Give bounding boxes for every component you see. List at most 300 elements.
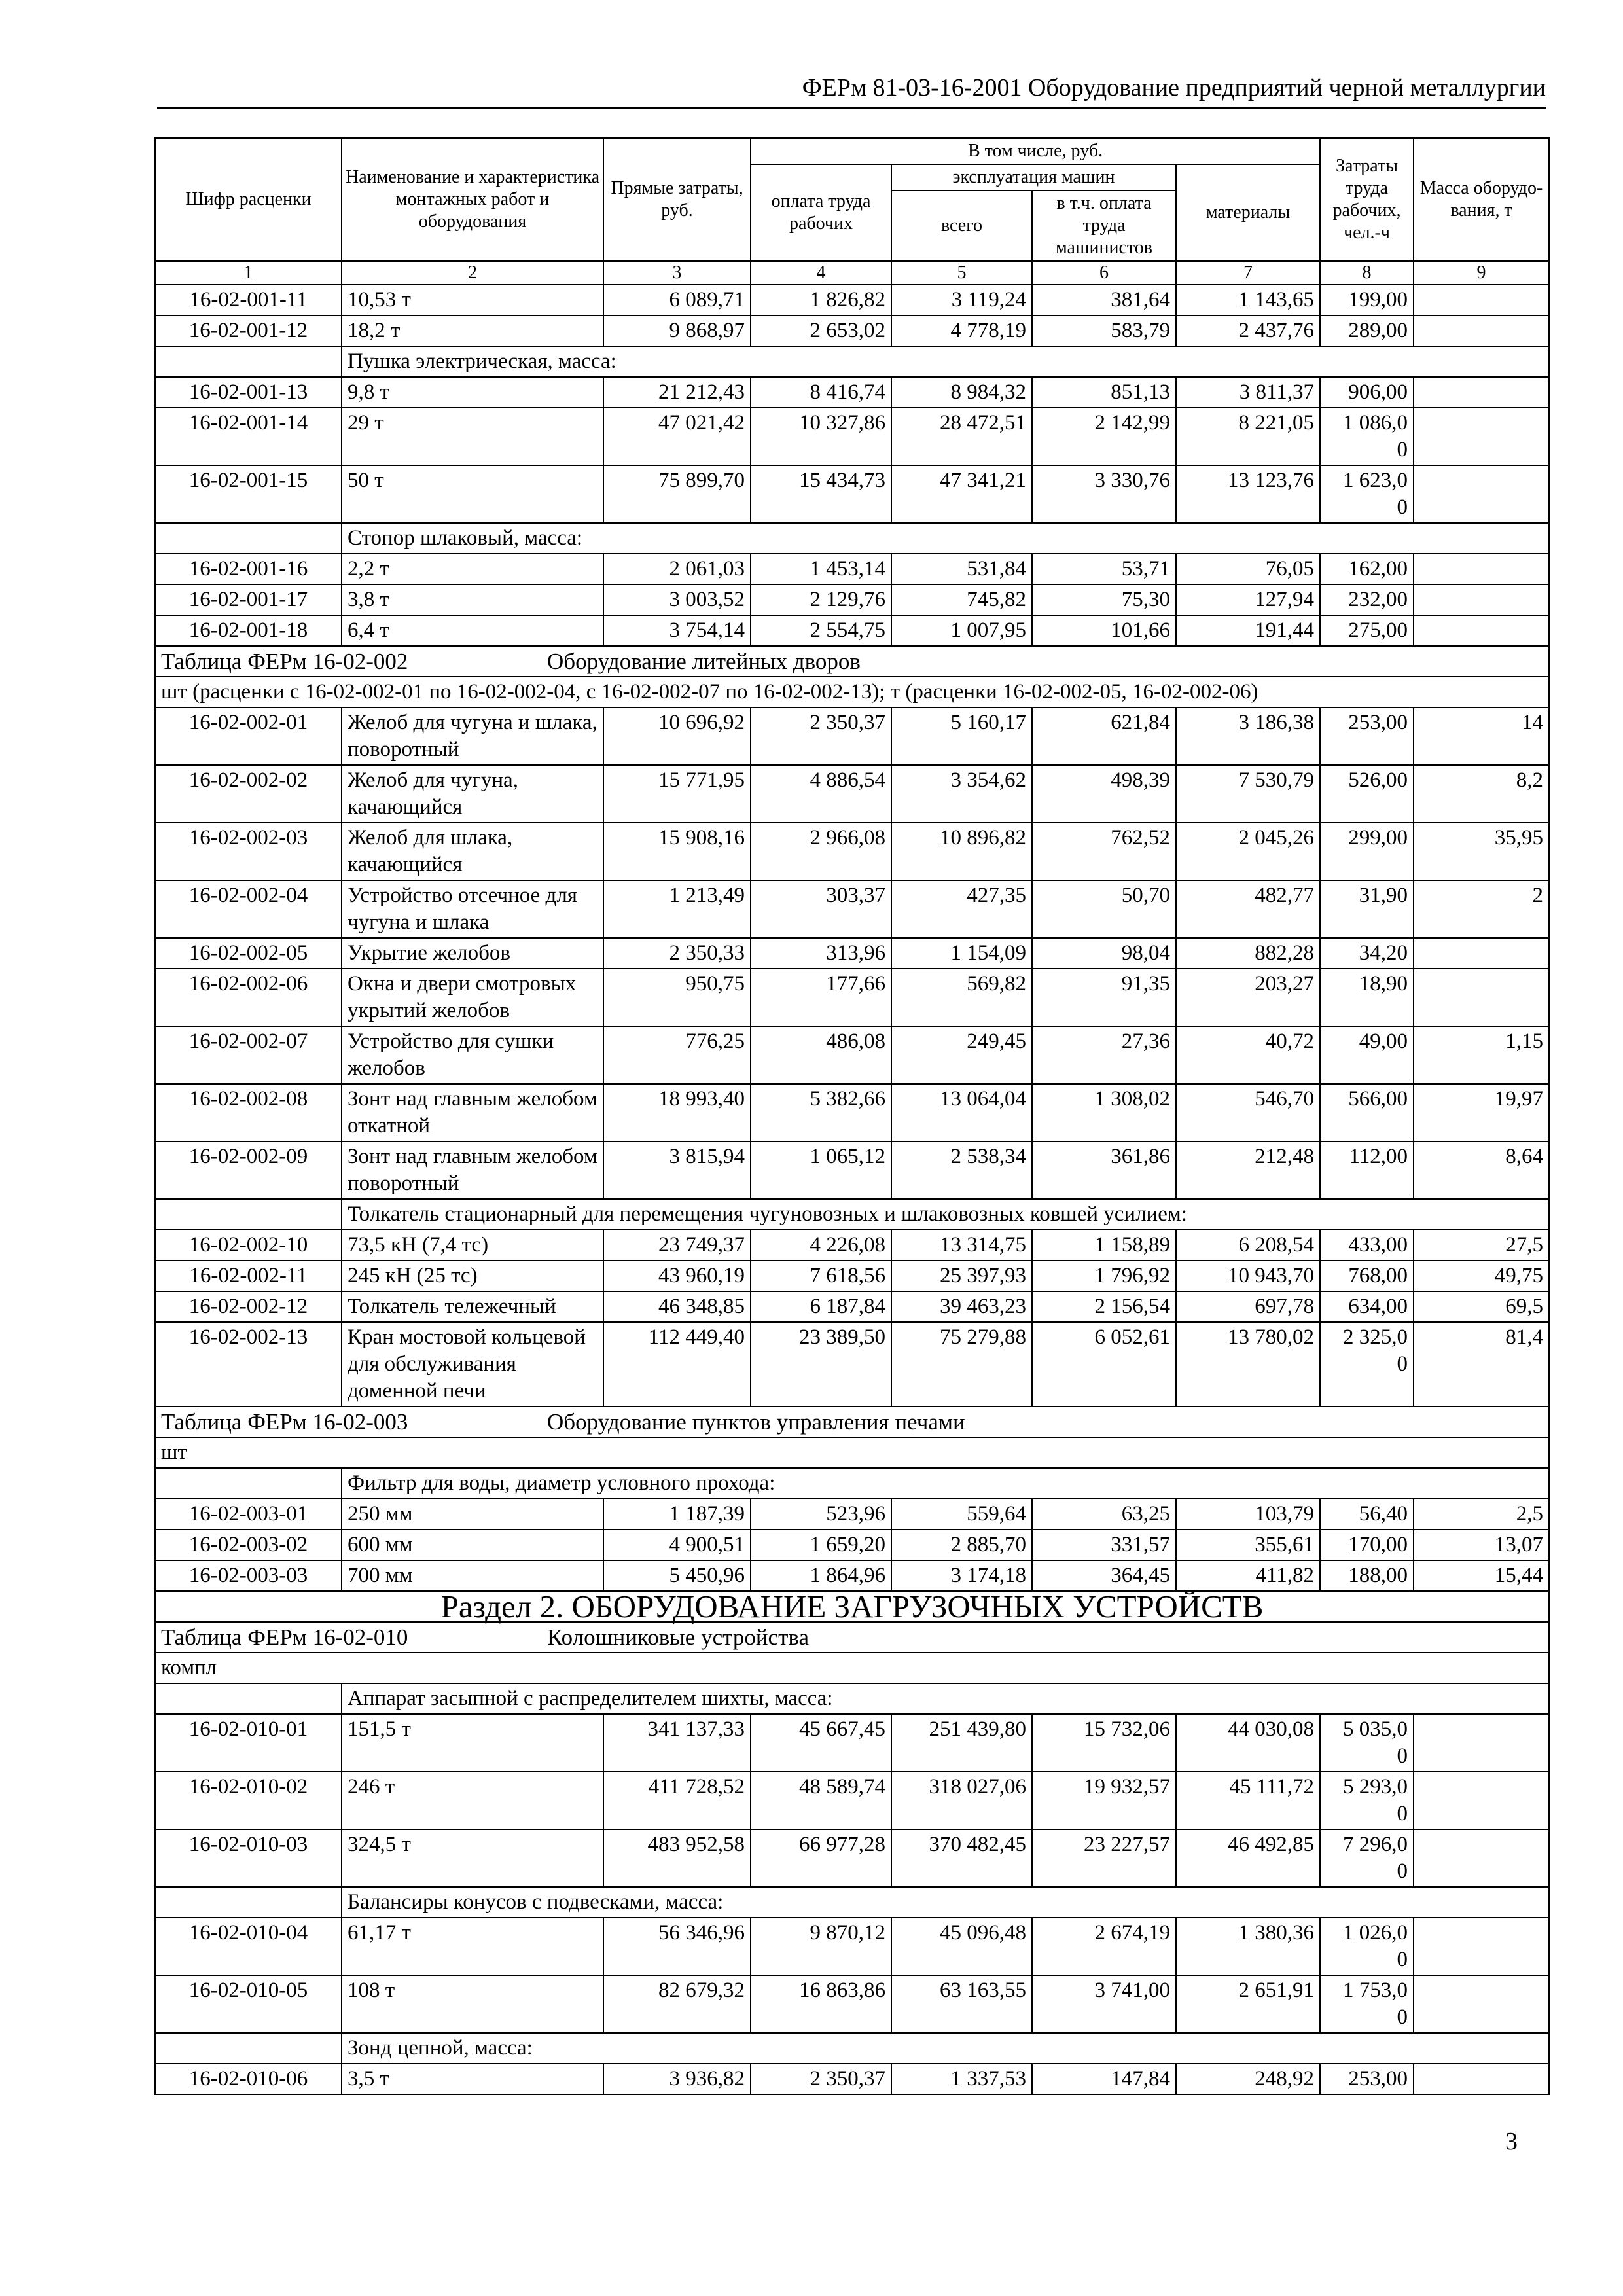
col-machines: эксплуатация машин	[891, 164, 1176, 190]
col-num: 3	[603, 261, 751, 285]
materials-cost: 355,61	[1176, 1530, 1320, 1560]
table-row	[155, 377, 1549, 408]
measure-cell	[155, 1653, 1549, 1683]
measure-row	[155, 1653, 1549, 1683]
machinist-wage: 498,39	[1032, 765, 1176, 823]
equipment-mass	[1414, 1714, 1549, 1772]
labor-hours	[1320, 1084, 1414, 1141]
table-title: Колошниковые устройства	[547, 1624, 809, 1650]
rate-code: 16-02-010-06	[155, 2064, 342, 2094]
machines-total: 569,82	[891, 969, 1032, 1026]
materials-cost: 103,79	[1176, 1499, 1320, 1530]
rate-code: 16-02-002-08	[155, 1084, 342, 1141]
table-row	[155, 1918, 1549, 1975]
group-code-cell	[155, 1683, 342, 1714]
machines-total: 559,64	[891, 1499, 1032, 1530]
table-heading-row	[155, 1622, 1549, 1653]
worker-wage: 66 977,28	[751, 1829, 891, 1887]
worker-wage: 1 826,82	[751, 285, 891, 315]
measure-label	[0, 679, 161, 706]
labor-hours-part: 49,00	[1359, 1030, 1408, 1053]
machines-total: 25 397,93	[891, 1261, 1032, 1291]
direct-costs: 112 449,40	[603, 1322, 751, 1407]
labor-hours-part: 232,00	[1348, 588, 1408, 611]
worker-wage: 7 618,56	[751, 1261, 891, 1291]
direct-costs: 1 187,39	[603, 1499, 751, 1530]
rate-code: 16-02-002-06	[155, 969, 342, 1026]
direct-costs: 483 952,58	[603, 1829, 751, 1887]
group-row	[155, 1468, 1549, 1499]
table-row	[155, 615, 1549, 646]
equipment-mass	[1414, 1918, 1549, 1975]
labor-hours	[1320, 1499, 1414, 1530]
materials-cost: 13 123,76	[1176, 465, 1320, 523]
equipment-mass	[1414, 1772, 1549, 1829]
table-heading-row	[155, 646, 1549, 677]
materials-cost: 76,05	[1176, 554, 1320, 584]
machines-total: 249,45	[891, 1026, 1032, 1084]
labor-hours	[1320, 1714, 1414, 1772]
col-num: 2	[342, 261, 603, 285]
work-name: Зонт над главным желобом поворотный	[342, 1141, 603, 1199]
table-row	[155, 823, 1549, 880]
materials-cost: 6 208,54	[1176, 1230, 1320, 1261]
equipment-mass: 27,5	[1414, 1230, 1549, 1261]
worker-wage: 4 886,54	[751, 765, 891, 823]
equipment-mass	[1414, 315, 1549, 346]
worker-wage: 6 187,84	[751, 1291, 891, 1322]
labor-hours-part: 0	[1397, 1859, 1408, 1883]
materials-cost: 1 143,65	[1176, 285, 1320, 315]
col-wage: оплата труда рабочих	[751, 164, 891, 261]
machinist-wage: 621,84	[1032, 708, 1176, 765]
work-name: Желоб для чугуна, качающийся	[342, 765, 603, 823]
column-numbers-row	[155, 261, 1549, 285]
labor-hours	[1320, 823, 1414, 880]
rate-code: 16-02-010-01	[155, 1714, 342, 1772]
machinist-wage: 75,30	[1032, 584, 1176, 615]
materials-cost: 3 811,37	[1176, 377, 1320, 408]
table-row	[155, 2064, 1549, 2094]
rate-code: 16-02-001-14	[155, 408, 342, 465]
measure-text: шт	[161, 1441, 187, 1464]
materials-cost: 7 530,79	[1176, 765, 1320, 823]
machines-total: 1 007,95	[891, 615, 1032, 646]
table-row	[155, 1975, 1549, 2033]
labor-hours-part: 526,00	[1348, 768, 1408, 792]
materials-cost: 411,82	[1176, 1560, 1320, 1591]
labor-hours-part: 566,00	[1348, 1087, 1408, 1111]
direct-costs: 341 137,33	[603, 1714, 751, 1772]
direct-costs: 46 348,85	[603, 1291, 751, 1322]
machinist-wage: 381,64	[1032, 285, 1176, 315]
labor-hours-part: 1 026,0	[1343, 1921, 1408, 1945]
worker-wage: 2 350,37	[751, 2064, 891, 2094]
machinist-wage: 331,57	[1032, 1530, 1176, 1560]
direct-costs: 23 749,37	[603, 1230, 751, 1261]
table-number: Таблица ФЕРм 16-02-010	[161, 1624, 408, 1650]
work-name: 61,17 т	[342, 1918, 603, 1975]
machinist-wage: 1 308,02	[1032, 1084, 1176, 1141]
group-code-cell	[155, 523, 342, 554]
worker-wage: 1 864,96	[751, 1560, 891, 1591]
machines-total: 8 984,32	[891, 377, 1032, 408]
worker-wage: 9 870,12	[751, 1918, 891, 1975]
col-direct: Прямые затраты, руб.	[603, 138, 751, 261]
rate-code: 16-02-002-01	[155, 708, 342, 765]
labor-hours-part: 0	[1397, 1948, 1408, 1971]
work-name: Желоб для шлака, качающийся	[342, 823, 603, 880]
group-title: Стопор шлаковый, масса:	[342, 523, 1549, 554]
direct-costs: 56 346,96	[603, 1918, 751, 1975]
materials-cost: 546,70	[1176, 1084, 1320, 1141]
materials-cost: 2 651,91	[1176, 1975, 1320, 2033]
labor-hours	[1320, 584, 1414, 615]
equipment-mass	[1414, 554, 1549, 584]
labor-hours-part: 1 623,0	[1343, 469, 1408, 492]
machines-total: 39 463,23	[891, 1291, 1032, 1322]
col-total: всего	[891, 190, 1032, 261]
equipment-mass	[1414, 584, 1549, 615]
rate-code: 16-02-002-13	[155, 1322, 342, 1407]
work-name: 151,5 т	[342, 1714, 603, 1772]
rate-code: 16-02-003-02	[155, 1530, 342, 1560]
table-row	[155, 408, 1549, 465]
group-title: Зонд цепной, масса:	[342, 2033, 1549, 2064]
rate-code: 16-02-010-03	[155, 1829, 342, 1887]
measure-label	[0, 1655, 161, 1681]
worker-wage: 10 327,86	[751, 408, 891, 465]
work-name: Устройство для сушки желобов	[342, 1026, 603, 1084]
work-name: Укрытие желобов	[342, 938, 603, 969]
machines-total: 5 160,17	[891, 708, 1032, 765]
labor-hours	[1320, 2064, 1414, 2094]
table-row	[155, 1291, 1549, 1322]
labor-hours	[1320, 1772, 1414, 1829]
labor-hours-part: 199,00	[1348, 288, 1408, 312]
group-row	[155, 346, 1549, 377]
equipment-mass: 8,64	[1414, 1141, 1549, 1199]
group-title: Фильтр для воды, диаметр условного прохода:	[342, 1468, 1549, 1499]
rate-code: 16-02-002-05	[155, 938, 342, 969]
rate-code: 16-02-001-12	[155, 315, 342, 346]
work-name: 324,5 т	[342, 1829, 603, 1887]
work-name: 18,2 т	[342, 315, 603, 346]
labor-hours-part: 299,00	[1348, 826, 1408, 850]
equipment-mass	[1414, 969, 1549, 1026]
labor-hours	[1320, 315, 1414, 346]
worker-wage: 2 554,75	[751, 615, 891, 646]
machines-total: 370 482,45	[891, 1829, 1032, 1887]
labor-hours-part: 112,00	[1349, 1145, 1408, 1168]
labor-hours-part: 0	[1397, 2005, 1408, 2029]
machinist-wage: 361,86	[1032, 1141, 1176, 1199]
work-name: 600 мм	[342, 1530, 603, 1560]
machines-total: 745,82	[891, 584, 1032, 615]
rate-code: 16-02-001-11	[155, 285, 342, 315]
rate-code: 16-02-001-15	[155, 465, 342, 523]
equipment-mass	[1414, 1829, 1549, 1887]
table-row	[155, 1322, 1549, 1407]
direct-costs: 6 089,71	[603, 285, 751, 315]
machines-total: 10 896,82	[891, 823, 1032, 880]
group-code-cell	[155, 1887, 342, 1918]
machinist-wage: 53,71	[1032, 554, 1176, 584]
materials-cost: 2 045,26	[1176, 823, 1320, 880]
group-code-cell	[155, 1199, 342, 1230]
labor-hours	[1320, 938, 1414, 969]
table-row	[155, 1084, 1549, 1141]
table-row	[155, 765, 1549, 823]
machines-total: 13 064,04	[891, 1084, 1032, 1141]
group-code-cell	[155, 346, 342, 377]
labor-hours-part: 56,40	[1359, 1502, 1408, 1526]
group-row	[155, 1887, 1549, 1918]
labor-hours-part: 170,00	[1348, 1533, 1408, 1556]
labor-hours	[1320, 1322, 1414, 1407]
table-row	[155, 938, 1549, 969]
group-title: Толкатель стационарный для перемещения чугуновозных и шлаковозных ковшей усилием:	[342, 1199, 1549, 1230]
materials-cost: 882,28	[1176, 938, 1320, 969]
work-name: Зонт над главным желобом откатной	[342, 1084, 603, 1141]
col-num: 9	[1414, 261, 1549, 285]
rate-code: 16-02-001-16	[155, 554, 342, 584]
equipment-mass: 2	[1414, 880, 1549, 938]
labor-hours	[1320, 377, 1414, 408]
work-name: 108 т	[342, 1975, 603, 2033]
direct-costs: 9 868,97	[603, 315, 751, 346]
machinist-wage: 1 158,89	[1032, 1230, 1176, 1261]
labor-hours-part: 634,00	[1348, 1295, 1408, 1318]
labor-hours-part: 1 086,0	[1343, 411, 1408, 435]
machinist-wage: 583,79	[1032, 315, 1176, 346]
table-row	[155, 1772, 1549, 1829]
labor-hours	[1320, 1026, 1414, 1084]
table-row	[155, 1141, 1549, 1199]
work-name: 700 мм	[342, 1560, 603, 1591]
col-labor: Затраты труда рабочих, чел.-ч	[1320, 138, 1414, 261]
work-name: 50 т	[342, 465, 603, 523]
col-num: 6	[1032, 261, 1176, 285]
labor-hours-part: 7 296,0	[1343, 1833, 1408, 1856]
labor-hours-part: 18,90	[1359, 972, 1408, 996]
equipment-mass	[1414, 615, 1549, 646]
table-heading	[155, 1622, 1549, 1653]
materials-cost: 1 380,36	[1176, 1918, 1320, 1975]
work-name: 3,5 т	[342, 2064, 603, 2094]
worker-wage: 2 966,08	[751, 823, 891, 880]
table-number: Таблица ФЕРм 16-02-003	[161, 1409, 408, 1435]
work-name: Устройство отсечное для чугуна и шлака	[342, 880, 603, 938]
table-row	[155, 880, 1549, 938]
worker-wage: 1 453,14	[751, 554, 891, 584]
labor-hours	[1320, 1230, 1414, 1261]
col-materials: материалы	[1176, 164, 1320, 261]
rate-code: 16-02-002-04	[155, 880, 342, 938]
table-row	[155, 465, 1549, 523]
labor-hours	[1320, 554, 1414, 584]
work-name: 10,53 т	[342, 285, 603, 315]
materials-cost: 482,77	[1176, 880, 1320, 938]
materials-cost: 127,94	[1176, 584, 1320, 615]
machinist-wage: 3 741,00	[1032, 1975, 1176, 2033]
rate-code: 16-02-001-17	[155, 584, 342, 615]
materials-cost: 248,92	[1176, 2064, 1320, 2094]
col-num: 1	[155, 261, 342, 285]
labor-hours-part: 0	[1397, 1352, 1408, 1376]
table-row	[155, 1026, 1549, 1084]
direct-costs: 2 061,03	[603, 554, 751, 584]
table-heading	[155, 1407, 1549, 1437]
materials-cost: 10 943,70	[1176, 1261, 1320, 1291]
table-row	[155, 1230, 1549, 1261]
rate-code: 16-02-002-09	[155, 1141, 342, 1199]
worker-wage: 5 382,66	[751, 1084, 891, 1141]
labor-hours-part: 34,20	[1359, 941, 1408, 965]
direct-costs: 43 960,19	[603, 1261, 751, 1291]
machinist-wage: 2 156,54	[1032, 1291, 1176, 1322]
machinist-wage: 2 674,19	[1032, 1918, 1176, 1975]
direct-costs: 1 213,49	[603, 880, 751, 938]
worker-wage: 2 653,02	[751, 315, 891, 346]
labor-hours-part: 188,00	[1348, 1564, 1408, 1587]
work-name: Желоб для чугуна и шлака, поворотный	[342, 708, 603, 765]
labor-hours	[1320, 1530, 1414, 1560]
work-name: 3,8 т	[342, 584, 603, 615]
work-name: Окна и двери смотровых укрытий желобов	[342, 969, 603, 1026]
col-mach-wage: в т.ч. оплата труда машинистов	[1032, 190, 1176, 261]
group-row	[155, 1683, 1549, 1714]
machines-total: 1 337,53	[891, 2064, 1032, 2094]
direct-costs: 10 696,92	[603, 708, 751, 765]
labor-hours	[1320, 1291, 1414, 1322]
machinist-wage: 3 330,76	[1032, 465, 1176, 523]
worker-wage: 45 667,45	[751, 1714, 891, 1772]
worker-wage: 313,96	[751, 938, 891, 969]
labor-hours-part: 289,00	[1348, 319, 1408, 342]
rate-code: 16-02-002-02	[155, 765, 342, 823]
rate-code: 16-02-010-05	[155, 1975, 342, 2033]
equipment-mass: 15,44	[1414, 1560, 1549, 1591]
materials-cost: 45 111,72	[1176, 1772, 1320, 1829]
materials-cost: 8 221,05	[1176, 408, 1320, 465]
labor-hours	[1320, 285, 1414, 315]
table-row	[155, 285, 1549, 315]
labor-hours	[1320, 1975, 1414, 2033]
machinist-wage: 6 052,61	[1032, 1322, 1176, 1407]
labor-hours-part: 253,00	[1348, 711, 1408, 734]
group-title: Пушка электрическая, масса:	[342, 346, 1549, 377]
group-code-cell	[155, 1468, 342, 1499]
rate-code: 16-02-002-07	[155, 1026, 342, 1084]
labor-hours	[1320, 408, 1414, 465]
materials-cost: 212,48	[1176, 1141, 1320, 1199]
col-num: 7	[1176, 261, 1320, 285]
direct-costs: 4 900,51	[603, 1530, 751, 1560]
col-incl: В том числе, руб.	[751, 138, 1320, 164]
direct-costs: 47 021,42	[603, 408, 751, 465]
machinist-wage: 851,13	[1032, 377, 1176, 408]
equipment-mass	[1414, 938, 1549, 969]
measure-label	[0, 1439, 161, 1466]
machines-total: 28 472,51	[891, 408, 1032, 465]
direct-costs: 75 899,70	[603, 465, 751, 523]
section-title: Раздел 2. ОБОРУДОВАНИЕ ЗАГРУЗОЧНЫХ УСТРОЙСТВ	[155, 1591, 1549, 1622]
direct-costs: 15 908,16	[603, 823, 751, 880]
work-name: Толкатель тележечный	[342, 1291, 603, 1322]
direct-costs: 15 771,95	[603, 765, 751, 823]
labor-hours-part: 0	[1397, 438, 1408, 461]
equipment-mass	[1414, 2064, 1549, 2094]
labor-hours	[1320, 765, 1414, 823]
equipment-mass	[1414, 465, 1549, 523]
section-row	[155, 1591, 1549, 1622]
rate-code: 16-02-002-11	[155, 1261, 342, 1291]
machinist-wage: 91,35	[1032, 969, 1176, 1026]
measure-text: шт (расценки с 16-02-002-01 по 16-02-002-04, с 16-02-002-07 по 16-02-002-13); т (расценки 16-02-002-05, 16-02-002-06)	[161, 680, 1258, 704]
direct-costs: 5 450,96	[603, 1560, 751, 1591]
rate-code: 16-02-003-03	[155, 1560, 342, 1591]
labor-hours-part: 0	[1397, 1802, 1408, 1825]
labor-hours	[1320, 465, 1414, 523]
direct-costs: 3 003,52	[603, 584, 751, 615]
machines-total: 531,84	[891, 554, 1032, 584]
work-name: 73,5 кН (7,4 тс)	[342, 1230, 603, 1261]
table-row	[155, 1499, 1549, 1530]
table-row	[155, 1560, 1549, 1591]
labor-hours	[1320, 1261, 1414, 1291]
equipment-mass: 81,4	[1414, 1322, 1549, 1407]
machinist-wage: 147,84	[1032, 2064, 1176, 2094]
work-name: 250 мм	[342, 1499, 603, 1530]
equipment-mass: 49,75	[1414, 1261, 1549, 1291]
page-number: 3	[1505, 2128, 1518, 2155]
equipment-mass: 1,15	[1414, 1026, 1549, 1084]
worker-wage: 8 416,74	[751, 377, 891, 408]
materials-cost: 191,44	[1176, 615, 1320, 646]
table-row	[155, 1829, 1549, 1887]
col-name: Наименование и характеристика монтажных работ и оборудования	[342, 138, 603, 261]
rate-code: 16-02-010-04	[155, 1918, 342, 1975]
labor-hours-part: 275,00	[1348, 619, 1408, 642]
machinist-wage: 23 227,57	[1032, 1829, 1176, 1887]
materials-cost: 697,78	[1176, 1291, 1320, 1322]
work-name: 2,2 т	[342, 554, 603, 584]
labor-hours-part: 253,00	[1348, 2067, 1408, 2090]
machines-total: 1 154,09	[891, 938, 1032, 969]
machinist-wage: 50,70	[1032, 880, 1176, 938]
machines-total: 47 341,21	[891, 465, 1032, 523]
machinist-wage: 762,52	[1032, 823, 1176, 880]
materials-cost: 2 437,76	[1176, 315, 1320, 346]
machinist-wage: 1 796,92	[1032, 1261, 1176, 1291]
direct-costs: 3 754,14	[603, 615, 751, 646]
rate-code: 16-02-002-03	[155, 823, 342, 880]
worker-wage: 15 434,73	[751, 465, 891, 523]
labor-hours-part: 2 325,0	[1343, 1325, 1408, 1349]
labor-hours-part: 5 035,0	[1343, 1717, 1408, 1741]
equipment-mass: 69,5	[1414, 1291, 1549, 1322]
col-num: 8	[1320, 261, 1414, 285]
equipment-mass	[1414, 408, 1549, 465]
direct-costs: 3 815,94	[603, 1141, 751, 1199]
direct-costs: 21 212,43	[603, 377, 751, 408]
table-title: Оборудование пунктов управления печами	[547, 1409, 965, 1435]
machines-total: 2 885,70	[891, 1530, 1032, 1560]
table-title: Оборудование литейных дворов	[547, 649, 861, 674]
group-title: Аппарат засыпной с распределителем шихты, масса:	[342, 1683, 1549, 1714]
machinist-wage: 364,45	[1032, 1560, 1176, 1591]
